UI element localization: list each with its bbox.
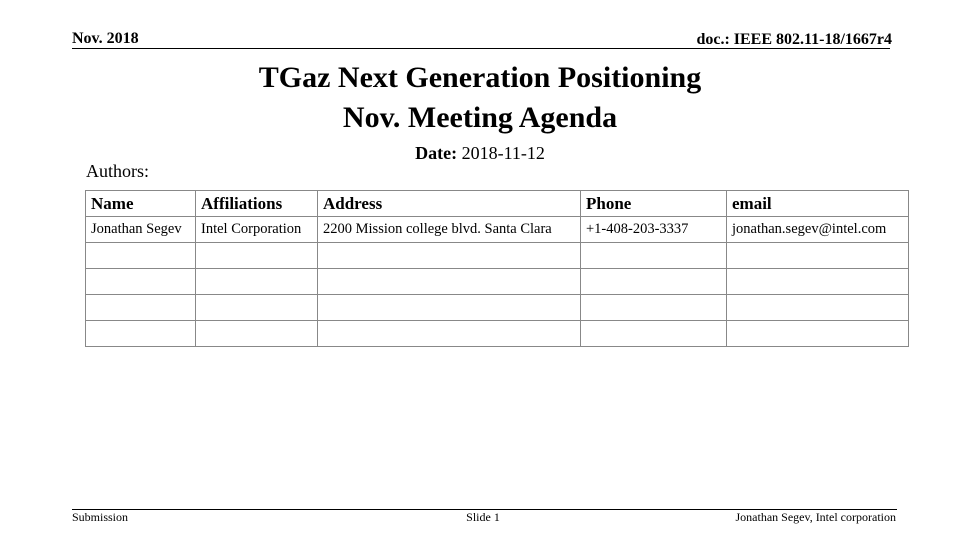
cell-name [86,295,196,321]
date-value: 2018-11-12 [461,143,545,163]
cell-phone: +1-408-203-3337 [581,217,727,243]
table-row [86,243,909,269]
cell-name [86,321,196,347]
header-phone: Phone [581,191,727,217]
footer-submission: Submission [72,510,129,524]
cell-affiliation [196,243,318,269]
cell-address [318,321,581,347]
cell-affiliation [196,295,318,321]
title-line-2: Nov. Meeting Agenda [342,101,618,134]
cell-email [727,269,909,295]
authors-label: Authors: [86,161,149,181]
cell-email [727,295,909,321]
table-row [86,295,909,321]
cell-name [86,269,196,295]
cell-address: 2200 Mission college blvd. Santa Clara [318,217,581,243]
cell-phone [581,243,727,269]
table-row [86,321,909,347]
cell-email: jonathan.segev@intel.com [727,217,909,243]
table-row [86,269,909,295]
header-doc-id: doc.: IEEE 802.11-18/1667r4 [696,31,892,48]
cell-affiliation: Intel Corporation [196,217,318,243]
cell-address [318,295,581,321]
table-row [86,217,909,243]
cell-phone [581,269,727,295]
authors-table [85,190,909,347]
header-date: Nov. 2018 [72,30,139,47]
header-divider [72,48,890,49]
cell-affiliation [196,321,318,347]
slide-title [0,58,960,138]
cell-name [86,243,196,269]
footer-slide-number: Slide 1 [466,510,500,524]
cell-email [727,321,909,347]
cell-email [727,243,909,269]
header-affiliations: Affiliations [196,191,318,217]
cell-address [318,269,581,295]
cell-name: Jonathan Segev [86,217,196,243]
header-address: Address [318,191,581,217]
table-header-row [86,191,909,217]
header-email: email [727,191,909,217]
cell-address [318,243,581,269]
title-line-1: TGaz Next Generation Positioning [258,61,702,94]
cell-phone [581,321,727,347]
date-label: Date: [415,143,458,163]
cell-affiliation [196,269,318,295]
footer-author: Jonathan Segev, Intel corporation [735,510,896,524]
header-name: Name [86,191,196,217]
cell-phone [581,295,727,321]
